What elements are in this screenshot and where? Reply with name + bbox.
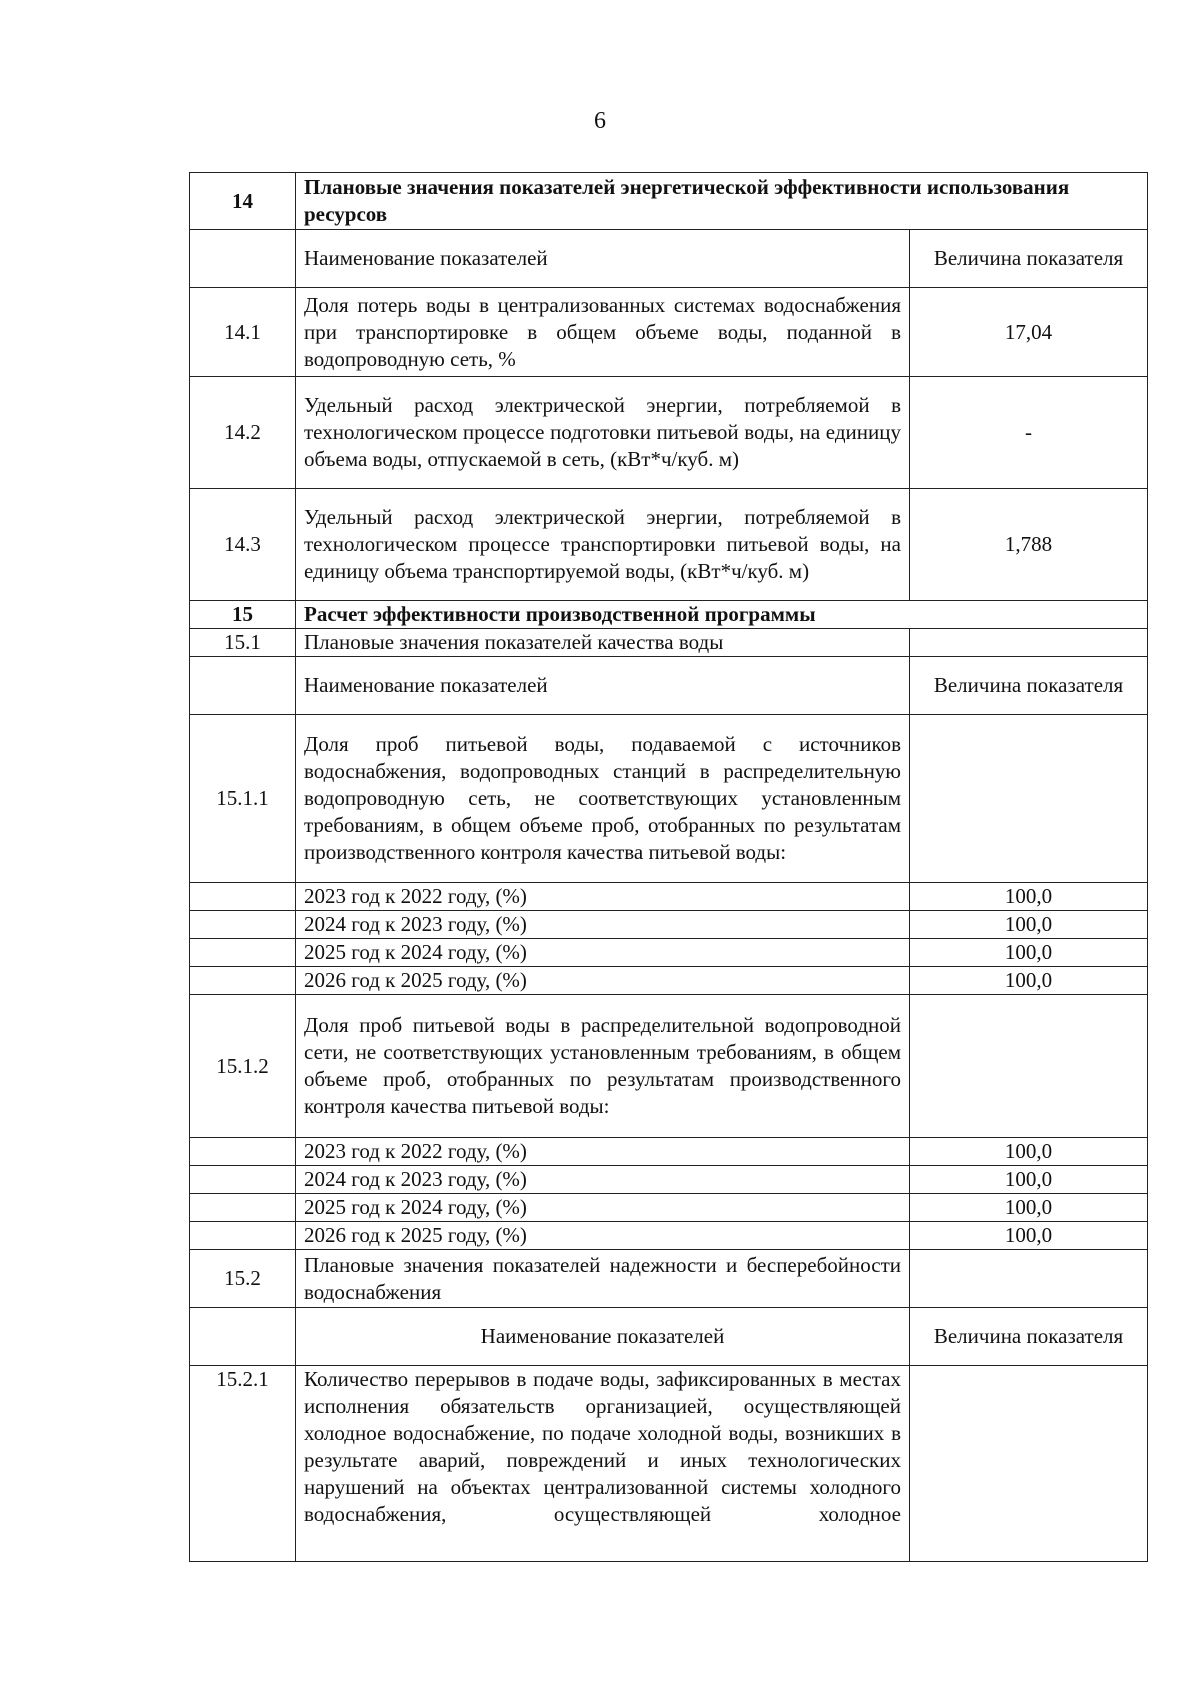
empty-cell — [190, 1138, 296, 1166]
subsection-title: Плановые значения показателей качества воды — [296, 629, 910, 657]
row-number: 14.1 — [190, 288, 296, 377]
year-value: 100,0 — [910, 1166, 1148, 1194]
row-text: Удельный расход электрической энергии, потребляемой в технологическом процессе подготовки питьевой воды, на единицу объема воды, отпускаемой в сеть, (кВт*ч/куб. м) — [296, 377, 910, 489]
row-text: Доля проб питьевой воды, подаваемой с источников водоснабжения, водопроводных станций в распределительную водопроводную сеть, не соответствующих установленным требованиям, в общем объеме проб, отобранных по результатам производственного контроля качества питьевой воды: — [296, 715, 910, 883]
row-text: Доля проб питьевой воды в распределительной водопроводной сети, не соответствующих установленным требованиям, в общем объеме проб, отобранных по результатам производственного контроля качества питьевой воды: — [296, 995, 910, 1138]
table-row — [190, 288, 1148, 377]
table-row — [190, 489, 1148, 601]
subsection-number: 15.2 — [190, 1250, 296, 1308]
empty-cell — [910, 995, 1148, 1138]
year-row — [190, 883, 1148, 911]
col-value-header: Величина показателя — [910, 230, 1148, 288]
empty-cell — [910, 1366, 1148, 1562]
year-label: 2023 год к 2022 году, (%) — [296, 883, 910, 911]
empty-cell — [190, 911, 296, 939]
row-number: 14.2 — [190, 377, 296, 489]
year-row — [190, 911, 1148, 939]
empty-cell — [190, 967, 296, 995]
section-14-column-header-row — [190, 230, 1148, 288]
indicators-table — [189, 172, 1148, 1562]
col-value-header: Величина показателя — [910, 657, 1148, 715]
empty-cell — [190, 230, 296, 288]
empty-cell — [910, 715, 1148, 883]
year-label: 2025 год к 2024 году, (%) — [296, 939, 910, 967]
year-label: 2024 год к 2023 году, (%) — [296, 911, 910, 939]
year-value: 100,0 — [910, 1222, 1148, 1250]
year-label: 2026 год к 2025 году, (%) — [296, 967, 910, 995]
row-text: Доля потерь воды в централизованных системах водоснабжения при транспортировке в общем объеме воды, поданной в водопроводную сеть, % — [296, 288, 910, 377]
empty-cell — [190, 1308, 296, 1366]
empty-cell — [190, 1166, 296, 1194]
subsection-title: Плановые значения показателей надежности и бесперебойности водоснабжения — [296, 1250, 910, 1308]
year-label: 2024 год к 2023 году, (%) — [296, 1166, 910, 1194]
col-value-header: Величина показателя — [910, 1308, 1148, 1366]
empty-cell — [190, 939, 296, 967]
table-row — [190, 995, 1148, 1138]
row-number: 14.3 — [190, 489, 296, 601]
empty-cell — [910, 629, 1148, 657]
year-row — [190, 1222, 1148, 1250]
subsection-15-1-column-header-row — [190, 657, 1148, 715]
section-15-number: 15 — [190, 601, 296, 629]
row-number: 15.1.2 — [190, 995, 296, 1138]
subsection-number: 15.1 — [190, 629, 296, 657]
year-row — [190, 1166, 1148, 1194]
year-value: 100,0 — [910, 967, 1148, 995]
subsection-15-2-column-header-row — [190, 1308, 1148, 1366]
section-14-number: 14 — [190, 173, 296, 230]
year-label: 2023 год к 2022 году, (%) — [296, 1138, 910, 1166]
year-row — [190, 1194, 1148, 1222]
table-row — [190, 377, 1148, 489]
year-label: 2025 год к 2024 году, (%) — [296, 1194, 910, 1222]
row-text: Удельный расход электрической энергии, потребляемой в технологическом процессе транспортировки питьевой воды, на единицу объема транспортируемой воды, (кВт*ч/куб. м) — [296, 489, 910, 601]
table-row — [190, 1366, 1148, 1562]
empty-cell — [190, 657, 296, 715]
year-row — [190, 1138, 1148, 1166]
year-row — [190, 967, 1148, 995]
year-value: 100,0 — [910, 1138, 1148, 1166]
page-number: 6 — [594, 108, 606, 134]
row-number: 15.2.1 — [190, 1366, 296, 1562]
row-text: Количество перерывов в подаче воды, зафиксированных в местах исполнения обязательств организацией, осуществляющей холодное водоснабжение, по подаче холодной воды, возникших в результате аварий, повреждений и иных технологических нарушений на объектах централизованной системы холодного водоснабжения, осуществляющей холодное — [296, 1366, 910, 1562]
section-14-header-row — [190, 173, 1148, 230]
year-value: 100,0 — [910, 1194, 1148, 1222]
empty-cell — [190, 1194, 296, 1222]
col-name-header: Наименование показателей — [296, 657, 910, 715]
row-value: 17,04 — [910, 288, 1148, 377]
empty-cell — [190, 1222, 296, 1250]
year-value: 100,0 — [910, 939, 1148, 967]
col-name-header: Наименование показателей — [296, 1308, 910, 1366]
col-name-header: Наименование показателей — [296, 230, 910, 288]
empty-cell — [910, 1250, 1148, 1308]
row-number: 15.1.1 — [190, 715, 296, 883]
section-15-header-row — [190, 601, 1148, 629]
year-row — [190, 939, 1148, 967]
year-value: 100,0 — [910, 883, 1148, 911]
row-value: 1,788 — [910, 489, 1148, 601]
subsection-15-1-row — [190, 629, 1148, 657]
empty-cell — [190, 883, 296, 911]
table-row — [190, 715, 1148, 883]
subsection-15-2-row — [190, 1250, 1148, 1308]
year-value: 100,0 — [910, 911, 1148, 939]
section-14-title: Плановые значения показателей энергетической эффективности использования ресурсов — [296, 173, 1148, 230]
section-15-title: Расчет эффективности производственной программы — [296, 601, 1148, 629]
year-label: 2026 год к 2025 году, (%) — [296, 1222, 910, 1250]
row-value: - — [910, 377, 1148, 489]
